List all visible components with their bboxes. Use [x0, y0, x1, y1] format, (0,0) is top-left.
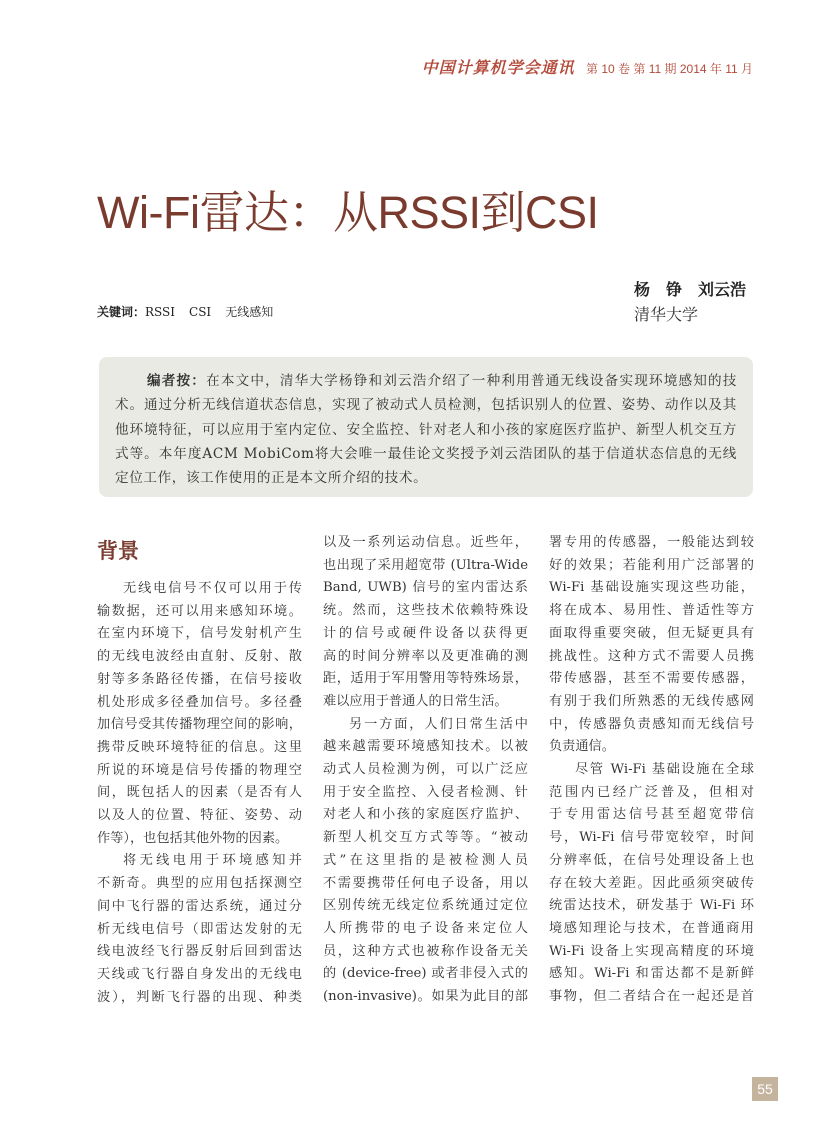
body-text-line: 越来越需要环境感知技术。以被: [323, 739, 528, 755]
body-text-line: 负责通信。: [549, 739, 615, 755]
body-text-line: 距，适用于军用警用等特殊场景，: [323, 671, 528, 687]
body-text-line: 区别传统无线定位系统通过定位: [323, 898, 528, 914]
editor-note-lead: 编者按：: [147, 373, 207, 388]
body-text-line: 天线或飞行器自身发出的无线电: [97, 966, 302, 982]
page-number: 55: [752, 1077, 778, 1101]
body-text-line: 人所携带的电子设备来定位人: [323, 920, 528, 936]
body-text-line: 式”在这里指的是被检测人员: [323, 852, 528, 868]
body-text-line: 间，既包括人的因素（是否有人: [97, 785, 302, 801]
keyword: CSI: [189, 305, 212, 319]
body-text-line: 高的时间分辨率以及更准确的测: [323, 648, 528, 664]
body-text-line: 范围内已经广泛普及，但相对: [549, 784, 754, 800]
body-text-line: 不需要携带任何电子设备，用以: [323, 875, 528, 891]
body-text-line: 于专用雷达信号甚至超宽带信: [549, 807, 754, 823]
body-text-line: 新型人机交互方式等等。“被动: [323, 830, 528, 846]
body-text-line: Wi-Fi 设备上实现高精度的环境: [549, 943, 754, 959]
article-title: Wi-Fi雷达：从RSSI到CSI: [97, 187, 599, 238]
body-text-line: 无线电信号不仅可以用于传: [123, 581, 302, 596]
editor-note-text: 在本文中，清华大学杨铮和刘云浩介绍了一种利用普通无线设备实现环境感知的技术。通过分析无线信道状态信息，实现了被动式人员检测，包括识别人的位置、姿势、动作以及其他环境特征，可以应用于室内定位、安全监控、针对老人和小孩的家庭医疗监护、新型人机交互方式等。本年度ACM MobiCom将大会唯一最佳论文奖授予刘云浩团队的基于信道状态信息的无线定位工作，该工作使用的正是本文所介绍的技术。: [115, 373, 737, 487]
body-text-line: 间中飞行器的雷达系统，通过分: [97, 898, 302, 914]
body-text-line: 有别于我们所熟悉的无线传感网: [549, 693, 754, 709]
section-heading: 背景: [97, 538, 139, 563]
body-text-line: 统。然而，这些技术依赖特殊设: [323, 603, 528, 619]
body-text-line: (non-invasive)。如果为此目的部: [323, 989, 528, 1004]
body-text-line: 事物，但二者结合在一起还是首: [549, 989, 754, 1004]
body-text-line: 射等多条路径传播，在信号接收: [97, 671, 302, 687]
body-text-line: 感知。Wi-Fi 和雷达都不是新鲜: [549, 966, 754, 982]
body-text-line: 的无线电波经由直射、反射、散: [97, 649, 302, 665]
body-text-line: 计的信号或硬件设备以获得更: [323, 625, 528, 641]
affiliation: 清华大学: [634, 305, 699, 324]
keywords-label: 关键词：: [97, 305, 146, 319]
body-text-line: 的 (device-free) 或者非侵入式的: [323, 966, 528, 982]
body-text-line: 加信号受其传播物理空间的影响，: [97, 717, 302, 733]
journal-brand: 中国计算机学会通讯: [421, 58, 575, 77]
body-text-line: 用于安全监控、入侵者检测、针: [323, 784, 528, 800]
body-text-line: Wi-Fi 基础设施实现这些功能，: [549, 580, 754, 596]
body-text-line: 面取得重要突破，但无疑更具有: [549, 625, 754, 641]
body-text-line: 动式人员检测为例，可以广泛应: [323, 762, 528, 777]
issue-info: 第 10 卷 第 11 期 2014 年 11 月: [586, 62, 753, 76]
body-text-line: 难以应用于普通人的日常生活。: [323, 693, 508, 709]
body-text-line: 统雷达技术，研发基于 Wi-Fi 环: [549, 898, 754, 914]
body-text-line: 对老人和小孩的家庭医疗监护、: [323, 807, 528, 823]
body-text-line: 线电波经飞行器反射后回到雷达: [97, 944, 302, 960]
authors: 杨 铮 刘云浩: [634, 280, 747, 299]
body-text-line: 不新奇。典型的应用包括探测空: [97, 876, 302, 892]
body-text-line: 带传感器，甚至不需要传感器，: [549, 671, 754, 687]
body-text-line: 将无线电用于环境感知并: [123, 853, 302, 869]
keywords: [97, 303, 287, 320]
body-text-line: 波），判断飞行器的出现、种类: [97, 989, 302, 1005]
body-text-line: 所说的环境是信号传播的物理空: [97, 762, 302, 778]
body-text-line: 输数据，还可以用来感知环境。: [97, 603, 302, 619]
body-text-line: 好的效果；若能利用广泛部署的: [549, 557, 754, 573]
body-text-line: 署专用的传感器，一般能达到较: [549, 535, 754, 550]
body-text-line: 机处形成多径叠加信号。多径叠: [97, 694, 302, 710]
keyword: 无线感知: [225, 305, 274, 319]
body-text-line: 将在成本、易用性、普适性等方: [549, 603, 754, 619]
body-text-line: 作等），也包括其他外物的因素。: [97, 830, 289, 846]
body-text-line: 以及一系列运动信息。近些年，: [323, 535, 528, 550]
body-text-line: Band, UWB) 信号的室内雷达系: [323, 580, 528, 596]
body-text-line: 号，Wi-Fi 信号带宽较窄，时间: [549, 830, 754, 846]
editor-note-box: [99, 357, 753, 497]
body-text-line: 挑战性。这种方式不需要人员携: [549, 648, 754, 664]
body-text-line: 境感知理论与技术，在普通商用: [549, 920, 754, 936]
body-text-line: 员，这种方式也被称作设备无关: [323, 943, 528, 959]
body-text-line: 携带反映环境特征的信息。这里: [97, 739, 302, 755]
body-text-line: 析无线电信号（即雷达发射的无: [97, 921, 302, 937]
keyword: RSSI: [145, 305, 176, 319]
body-text-line: 存在较大差距。因此亟须突破传: [549, 875, 754, 891]
body-text-line: 中，传感器负责感知而无线信号: [549, 716, 754, 732]
journal-header: [422, 55, 753, 78]
body-text-line: 尽管 Wi-Fi 基础设施在全球: [575, 762, 754, 777]
body-text-line: 也出现了采用超宽带 (Ultra-Wide: [323, 557, 528, 573]
body-text-line: 分辨率低，在信号处理设备上也: [549, 852, 754, 868]
body-text-line: 以及人的位置、特征、姿势、动: [97, 808, 302, 823]
body-text-line: 在室内环境下，信号发射机产生: [97, 626, 302, 642]
body-text-line: 另一方面，人们日常生活中: [349, 716, 528, 732]
